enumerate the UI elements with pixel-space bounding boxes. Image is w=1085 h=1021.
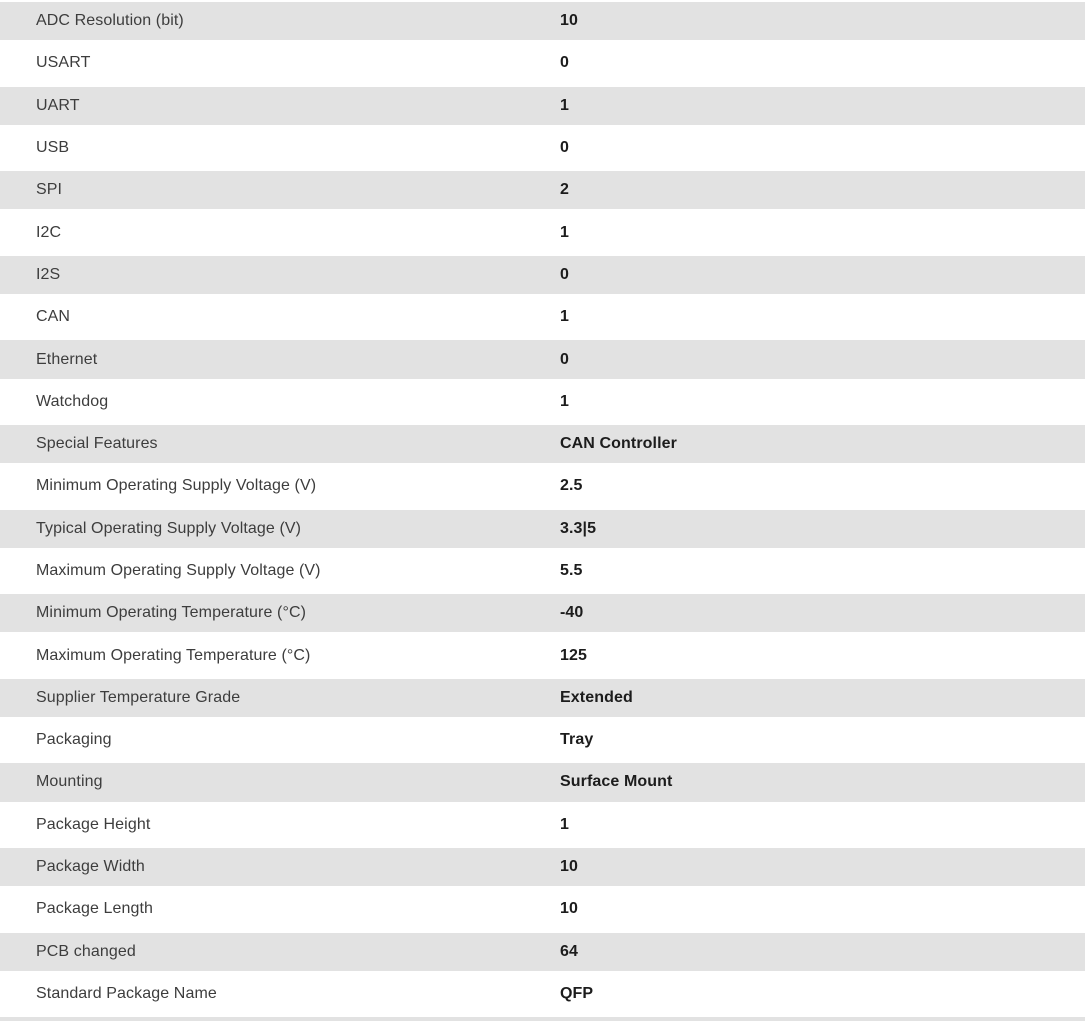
table-row bbox=[0, 508, 1085, 550]
table-row bbox=[0, 296, 1085, 338]
spec-value: Extended bbox=[560, 688, 633, 706]
table-row bbox=[0, 973, 1085, 1015]
spec-value: 0 bbox=[560, 54, 569, 72]
table-row bbox=[0, 846, 1085, 888]
spec-label: Minimum Operating Temperature (°C) bbox=[36, 604, 307, 622]
spec-label: Special Features bbox=[36, 435, 158, 453]
table-row bbox=[0, 127, 1085, 169]
table-row bbox=[0, 888, 1085, 930]
table-row bbox=[0, 931, 1085, 973]
spec-value: 1 bbox=[560, 815, 569, 833]
spec-value: 64 bbox=[560, 942, 578, 960]
table-row bbox=[0, 169, 1085, 211]
table-row bbox=[0, 592, 1085, 634]
spec-label: Minimum Operating Supply Voltage (V) bbox=[36, 477, 317, 495]
spec-value: 10 bbox=[560, 858, 578, 876]
spec-value: 1 bbox=[560, 96, 569, 114]
spec-label: CAN bbox=[36, 308, 71, 326]
table-row bbox=[0, 634, 1085, 676]
spec-value: 0 bbox=[560, 265, 569, 283]
table-row bbox=[0, 381, 1085, 423]
spec-value: 1 bbox=[560, 223, 569, 241]
spec-value: 1 bbox=[560, 308, 569, 326]
spec-label: Watchdog bbox=[36, 392, 109, 410]
spec-label: Maximum Operating Supply Voltage (V) bbox=[36, 562, 321, 579]
table-row bbox=[0, 677, 1085, 719]
spec-label: I2C bbox=[36, 223, 62, 241]
table-row bbox=[0, 804, 1085, 846]
spec-value: QFP bbox=[560, 984, 594, 1002]
table-row bbox=[0, 211, 1085, 253]
spec-label: ADC Resolution (bit) bbox=[36, 12, 184, 30]
spec-value: 0 bbox=[560, 139, 569, 157]
table-row bbox=[0, 465, 1085, 507]
table-row bbox=[0, 254, 1085, 296]
spec-label: SPI bbox=[36, 181, 63, 199]
spec-value: -40 bbox=[560, 604, 584, 622]
spec-value: 3.3|5 bbox=[560, 519, 597, 537]
spec-value: 0 bbox=[560, 350, 569, 368]
spec-value: 10 bbox=[560, 900, 578, 918]
table-row bbox=[0, 423, 1085, 465]
table-row bbox=[0, 761, 1085, 803]
spec-value: 5.5 bbox=[560, 562, 583, 579]
spec-label: Ethernet bbox=[36, 350, 98, 368]
table-row bbox=[0, 42, 1085, 84]
table-row bbox=[0, 85, 1085, 127]
spec-value: 1 bbox=[560, 392, 569, 410]
spec-value: 125 bbox=[560, 646, 587, 664]
spec-label: Typical Operating Supply Voltage (V) bbox=[36, 519, 302, 537]
spec-label: Supplier Temperature Grade bbox=[36, 688, 241, 706]
table-row bbox=[0, 550, 1085, 592]
spec-value: Tray bbox=[560, 731, 594, 749]
spec-label: Package Length bbox=[36, 900, 154, 918]
spec-label: Maximum Operating Temperature (°C) bbox=[36, 646, 311, 664]
spec-label: PCB changed bbox=[36, 942, 136, 960]
spec-label: Mounting bbox=[36, 773, 103, 791]
spec-label: USART bbox=[36, 54, 91, 72]
table-row bbox=[0, 338, 1085, 380]
spec-label: USB bbox=[36, 139, 70, 157]
spec-label: I2S bbox=[36, 265, 61, 283]
spec-value: 2 bbox=[560, 181, 569, 199]
spec-value: 2.5 bbox=[560, 477, 583, 495]
spec-label: UART bbox=[36, 96, 80, 114]
spec-value: Surface Mount bbox=[560, 773, 673, 791]
spec-label: Packaging bbox=[36, 731, 112, 749]
spec-value: CAN Controller bbox=[560, 435, 677, 453]
spec-label: Standard Package Name bbox=[36, 984, 217, 1002]
table-row bbox=[0, 719, 1085, 761]
spec-value: 10 bbox=[560, 12, 578, 30]
table-row-clipped bbox=[0, 1015, 1085, 1021]
spec-label: Package Width bbox=[36, 858, 145, 876]
table-row bbox=[0, 0, 1085, 42]
spec-label: Package Height bbox=[36, 815, 151, 833]
